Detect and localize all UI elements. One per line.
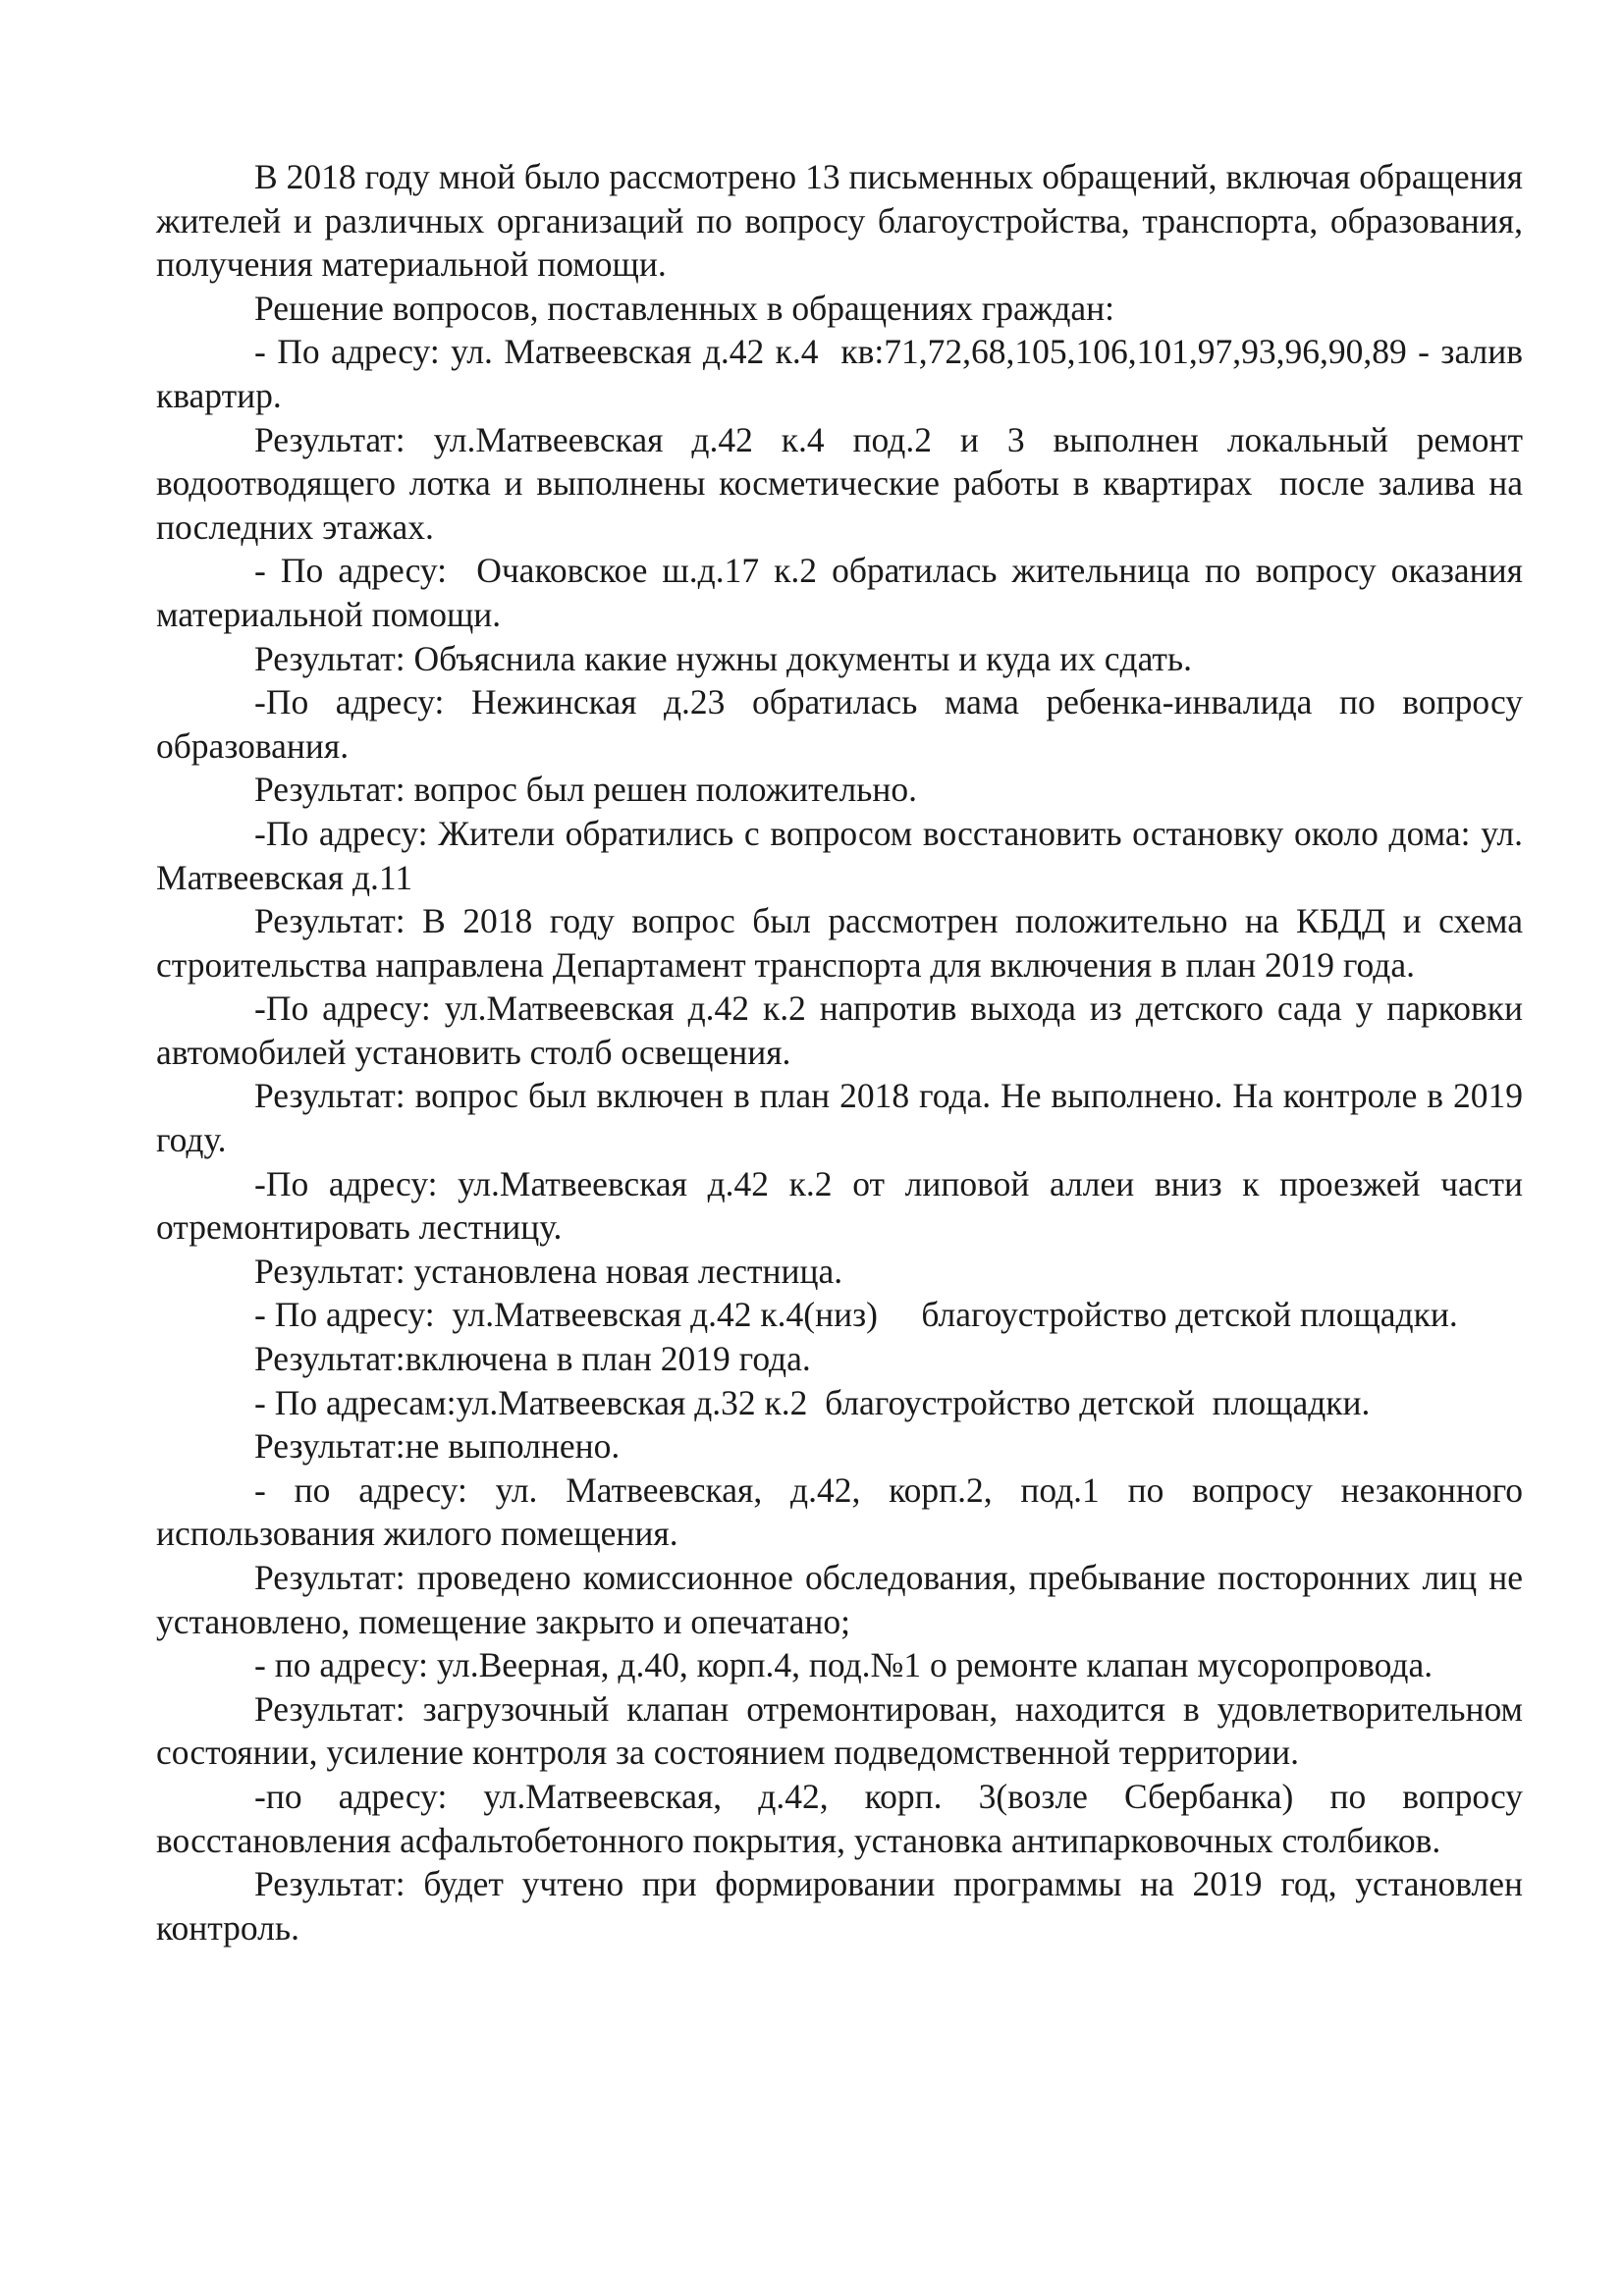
paragraph-intro: Решение вопросов, поставленных в обращениях граждан: xyxy=(254,288,1115,328)
paragraph-result: Результат: загрузочный клапан отремонтирован, находится в удовлетворительном состоянии, усиление контроля за состоянием подведомственной территории. xyxy=(156,1688,1532,1773)
paragraph-request: - по адресу: ул. Матвеевская, д.42, корп.2, под.1 по вопросу незаконного использования жилого помещения. xyxy=(156,1469,1532,1554)
paragraph-result: Результат: В 2018 году вопрос был рассмотрен положительно на КБДД и схема строительства направлена Департамент транспорта для включения в план 2019 года. xyxy=(156,901,1532,985)
document-page xyxy=(156,155,1532,1949)
paragraph-result: Результат: вопрос был включен в план 2018 года. Не выполнено. На контроле в 2019 году. xyxy=(156,1076,1532,1160)
paragraph-request: -По адресу: Жители обратились с вопросом восстановить остановку около дома: ул. Матвеевская д.11 xyxy=(156,813,1532,897)
paragraph-result: Результат: будет учтено при формировании программы на 2019 год, установлен контроль. xyxy=(156,1864,1532,1948)
paragraph-request: -По адресу: Нежинская д.23 обратилась мама ребенка-инвалида по вопросу образования. xyxy=(156,682,1532,766)
paragraph-result: Результат: установлена новая лестница. xyxy=(254,1251,843,1291)
paragraph-result: Результат: Объяснила какие нужны документы и куда их сдать. xyxy=(254,638,1192,678)
paragraph-summary: В 2018 году мной было рассмотрено 13 письменных обращений, включая обращения жителей и различных организаций по вопросу благоустройства, транспорта, образования, получения материальной помощи. xyxy=(156,157,1532,285)
paragraph-result: Результат:включена в план 2019 года. xyxy=(254,1339,811,1379)
paragraph-request: -По адресу: ул.Матвеевская д.42 к.2 напротив выхода из детского сада у парковки автомобилей установить столб освещения. xyxy=(156,988,1532,1072)
paragraph-result: Результат: проведено комиссионное обследования, пребывание посторонних лиц не установлено, помещение закрыто и опечатано; xyxy=(156,1558,1532,1641)
paragraph-request: - По адресу: Очаковское ш.д.17 к.2 обратилась жительница по вопросу оказания материальной помощи. xyxy=(156,551,1532,634)
paragraph-result: Результат: вопрос был решен положительно. xyxy=(254,770,917,810)
paragraph-result: Результат:не выполнено. xyxy=(254,1426,621,1467)
paragraph-result: Результат: ул.Матвеевская д.42 к.4 под.2 и 3 выполнен локальный ремонт водоотводящего лотка и выполнены косметические работы в квартирах после залива на последних этажах. xyxy=(156,419,1532,547)
paragraph-request: -По адресу: ул.Матвеевская д.42 к.2 от липовой аллеи вниз к проезжей части отремонтировать лестницу. xyxy=(156,1163,1532,1248)
paragraph-request: - по адресу: ул.Веерная, д.40, корп.4, под.№1 о ремонте клапан мусоропровода. xyxy=(254,1645,1434,1685)
paragraph-request: - По адресам:ул.Матвеевская д.32 к.2 благоустройство детской площадки. xyxy=(254,1382,1371,1422)
paragraph-request: - По адресу: ул.Матвеевская д.42 к.4(низ) благоустройство детской площадки. xyxy=(254,1295,1458,1335)
paragraph-request: -по адресу: ул.Матвеевская, д.42, корп. 3(возле Сбербанка) по вопросу восстановления асфальтобетонного покрытия, установка антипарковочных столбиков. xyxy=(156,1776,1532,1860)
paragraph-request: - По адресу: ул. Матвеевская д.42 к.4 кв:71,72,68,105,106,101,97,93,96,90,89 - залив квартир. xyxy=(156,332,1532,415)
